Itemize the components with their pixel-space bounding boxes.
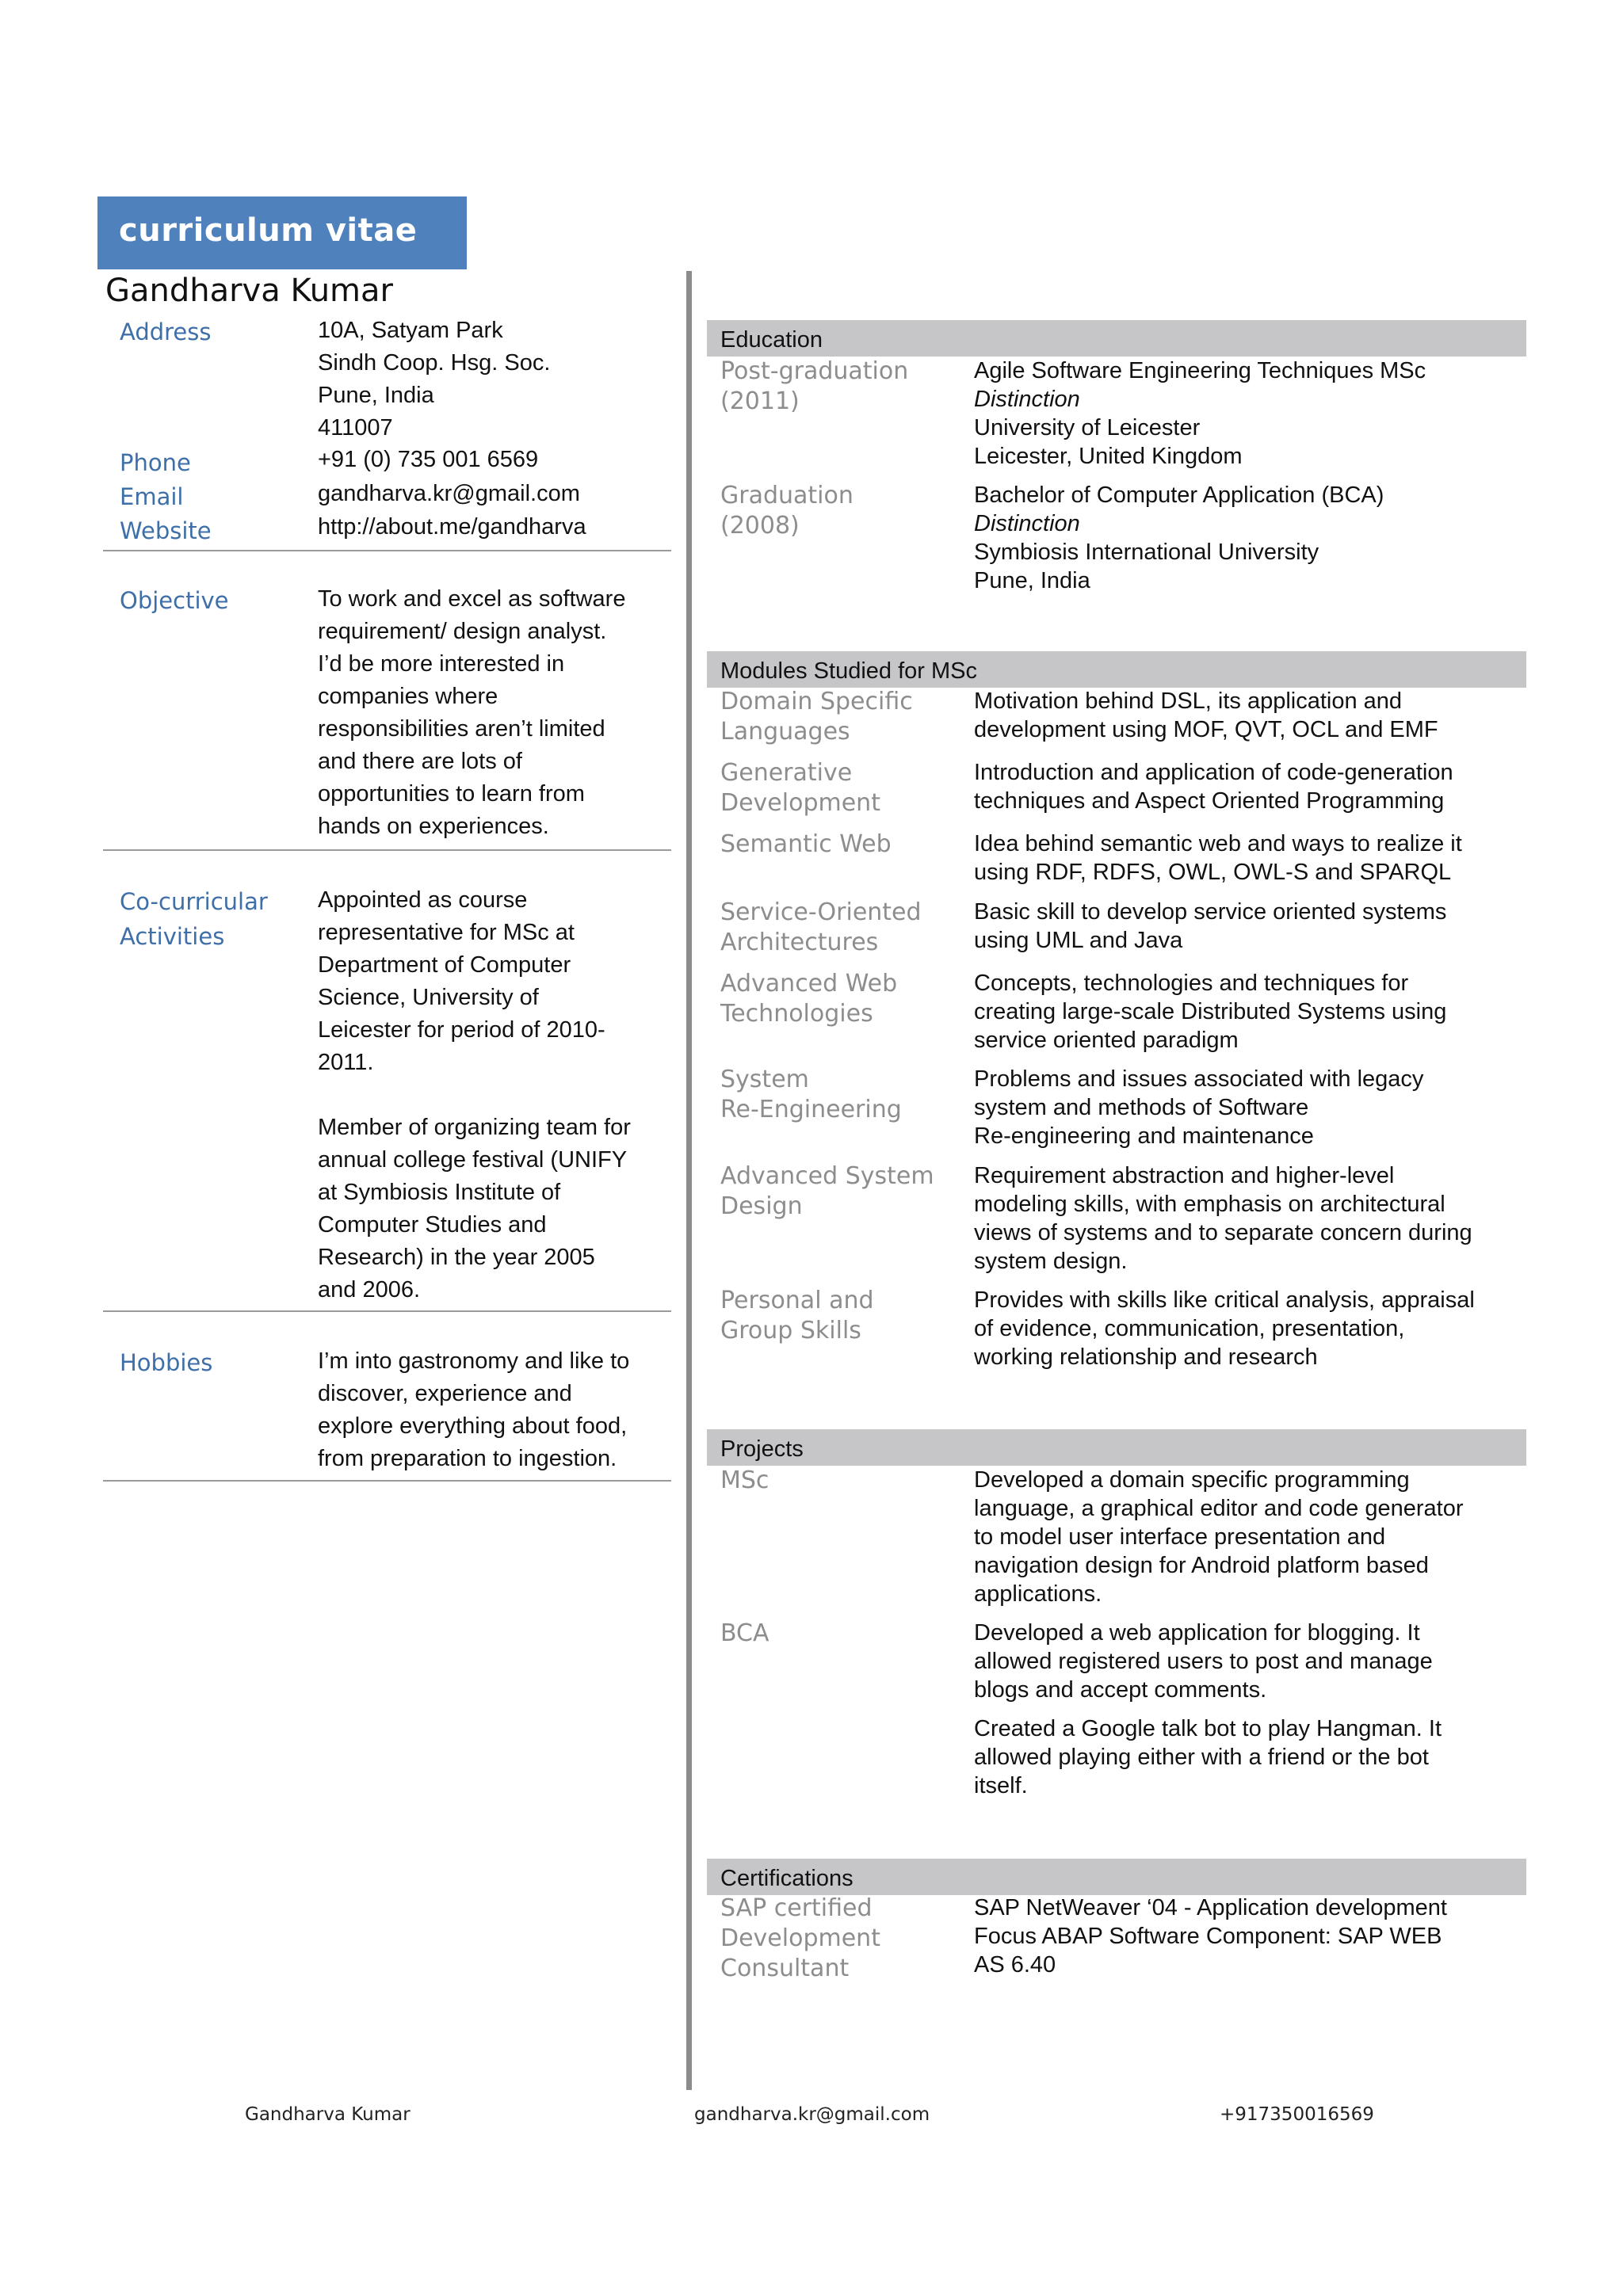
objective-line: hands on experiences.	[318, 814, 549, 839]
address-label: Address	[120, 318, 212, 345]
module-desc	[974, 758, 1529, 815]
email-value[interactable]: gandharva.kr@gmail.com	[318, 481, 580, 506]
email-label: Email	[120, 483, 184, 510]
certification-desc-line: Focus ABAP Software Component: SAP WEB	[974, 1924, 1442, 1949]
education-detail	[974, 357, 1529, 471]
education-institution: Symbiosis International University	[974, 540, 1319, 565]
module-desc	[974, 1286, 1529, 1371]
module-desc-line: system design.	[974, 1249, 1128, 1274]
module-label-line: Domain Specific	[720, 688, 913, 715]
project-desc-line: Developed a domain specific programming	[974, 1467, 1410, 1493]
projects-header	[707, 1429, 1526, 1466]
footer-name: Gandharva Kumar	[245, 2104, 411, 2125]
objective-line: opportunities to learn from	[318, 781, 585, 807]
objective-line: I’d be more interested in	[318, 651, 565, 677]
cocurricular-text	[318, 884, 666, 1306]
cocurricular-line: Leicester for period of 2010-	[318, 1017, 605, 1043]
footer-phone: +917350016569	[1220, 2104, 1374, 2125]
hobbies-line: discover, experience and	[318, 1381, 572, 1406]
certification-label	[720, 1894, 958, 1984]
address-line: 10A, Satyam Park	[318, 318, 503, 343]
module-desc-line: Re-engineering and maintenance	[974, 1123, 1314, 1149]
hobbies-line: from preparation to ingestion.	[318, 1446, 617, 1471]
module-label-line: Semantic Web	[720, 830, 892, 858]
module-desc-line: system and methods of Software	[974, 1095, 1309, 1120]
education-label-line: (2011)	[720, 387, 800, 415]
cocurricular-line: representative for MSc at	[318, 920, 575, 945]
education-degree: Bachelor of Computer Application (BCA)	[974, 482, 1384, 508]
website-value[interactable]: http://about.me/gandharva	[318, 514, 586, 540]
module-label-line: Personal and	[720, 1287, 874, 1314]
module-desc	[974, 969, 1529, 1055]
cocurricular-line: at Symbiosis Institute of	[318, 1180, 561, 1205]
objective-line: responsibilities aren’t limited	[318, 716, 605, 742]
cocurricular-line: and 2006.	[318, 1277, 421, 1302]
module-desc-line: views of systems and to separate concern during	[974, 1220, 1472, 1245]
cocurricular-line: Department of Computer	[318, 952, 571, 978]
module-desc-line: of evidence, communication, presentation,	[974, 1316, 1405, 1341]
module-label-line: Advanced System	[720, 1162, 934, 1190]
module-desc	[974, 687, 1529, 744]
address-line: 411007	[318, 415, 393, 441]
cocurricular-line: annual college festival (UNIFY	[318, 1147, 628, 1173]
cv-banner	[97, 196, 467, 269]
education-location: Pune, India	[974, 568, 1090, 593]
module-label-line: Architectures	[720, 929, 879, 956]
module-label	[720, 830, 958, 860]
objective-section	[103, 551, 671, 851]
cocurricular-label-line: Activities	[120, 923, 225, 950]
hobbies-section	[103, 1312, 671, 1482]
footer-email: gandharva.kr@gmail.com	[694, 2104, 930, 2125]
project-desc	[974, 1714, 1529, 1800]
project-desc-line: blogs and accept comments.	[974, 1677, 1267, 1703]
project-desc-line: language, a graphical editor and code generator	[974, 1496, 1464, 1521]
certification-desc-line: SAP NetWeaver ‘04 - Application development	[974, 1895, 1447, 1920]
project-desc	[974, 1466, 1529, 1608]
project-desc-line: allowed playing either with a friend or the bot	[974, 1745, 1429, 1770]
education-title: Education	[720, 327, 823, 353]
module-label	[720, 1161, 958, 1222]
module-desc-line: using RDF, RDFS, OWL, OWL-S and SPARQL	[974, 860, 1452, 885]
cocurricular-line: Computer Studies and	[318, 1212, 547, 1238]
project-desc-line: allowed registered users to post and manage	[974, 1649, 1433, 1674]
module-desc-line: Basic skill to develop service oriented systems	[974, 899, 1447, 925]
project-desc-line: to model user interface presentation and	[974, 1524, 1386, 1550]
hobbies-line: I’m into gastronomy and like to	[318, 1348, 630, 1374]
module-label	[720, 758, 958, 818]
address-line: Pune, India	[318, 383, 434, 408]
certification-desc	[974, 1894, 1529, 1979]
module-label-line: Re-Engineering	[720, 1096, 902, 1123]
objective-label: Objective	[120, 587, 229, 614]
education-header	[707, 320, 1526, 357]
certifications-title: Certifications	[720, 1866, 854, 1891]
certification-label-line: SAP certified	[720, 1894, 873, 1922]
module-label-line: Group Skills	[720, 1317, 861, 1344]
cv-banner-title: curriculum vitae	[119, 212, 418, 249]
projects-title: Projects	[720, 1436, 804, 1462]
cocurricular-label-line: Co-curricular	[120, 888, 268, 915]
module-label-line: Development	[720, 789, 880, 817]
address-value	[318, 315, 666, 444]
certification-desc-line: AS 6.40	[974, 1952, 1056, 1978]
website-label: Website	[120, 517, 212, 544]
project-desc-line: Created a Google talk bot to play Hangman. It	[974, 1716, 1442, 1741]
objective-line: requirement/ design analyst.	[318, 619, 607, 644]
cocurricular-label	[120, 884, 268, 954]
hobbies-text	[318, 1345, 666, 1475]
project-label: MSc	[720, 1466, 769, 1494]
cocurricular-line: Member of organizing team for	[318, 1115, 631, 1140]
module-label	[720, 687, 958, 747]
modules-header	[707, 651, 1526, 688]
project-desc-line: navigation design for Android platform based	[974, 1553, 1429, 1578]
hobbies-label: Hobbies	[120, 1349, 213, 1376]
column-divider	[686, 271, 692, 2090]
module-label	[720, 898, 958, 958]
module-desc-line: service oriented paradigm	[974, 1028, 1239, 1053]
education-institution: University of Leicester	[974, 415, 1201, 441]
project-label: BCA	[720, 1619, 769, 1647]
cocurricular-line: Science, University of	[318, 985, 539, 1010]
address-line: Sindh Coop. Hsg. Soc.	[318, 350, 551, 376]
module-label	[720, 969, 958, 1029]
module-label-line: Languages	[720, 718, 850, 746]
hobbies-line: explore everything about food,	[318, 1413, 628, 1439]
objective-line: and there are lots of	[318, 749, 522, 774]
education-label-line: (2008)	[720, 512, 800, 540]
module-desc-line: Motivation behind DSL, its application and	[974, 688, 1403, 714]
module-desc-line: modeling skills, with emphasis on architectural	[974, 1192, 1445, 1217]
education-label-line: Graduation	[720, 482, 854, 509]
objective-line: companies where	[318, 684, 498, 709]
cocurricular-line: 2011.	[318, 1050, 374, 1075]
education-label	[720, 481, 958, 541]
module-desc-line: techniques and Aspect Oriented Programming	[974, 788, 1445, 814]
module-label-line: Technologies	[720, 1000, 873, 1028]
module-desc	[974, 830, 1529, 887]
module-label-line: Service-Oriented	[720, 898, 922, 926]
certifications-header	[707, 1859, 1526, 1895]
certification-label-line: Development	[720, 1924, 880, 1952]
education-detail	[974, 481, 1529, 595]
module-label-line: Design	[720, 1192, 803, 1220]
module-desc	[974, 898, 1529, 955]
module-desc	[974, 1065, 1529, 1150]
module-desc-line: using UML and Java	[974, 928, 1183, 953]
module-desc-line: creating large-scale Distributed Systems using	[974, 999, 1447, 1024]
project-desc-line: applications.	[974, 1581, 1102, 1607]
module-desc-line: Idea behind semantic web and ways to realize it	[974, 831, 1462, 856]
module-desc-line: Provides with skills like critical analysis, appraisal	[974, 1287, 1475, 1313]
project-desc-line: Developed a web application for blogging. It	[974, 1620, 1420, 1646]
certification-label-line: Consultant	[720, 1955, 850, 1982]
module-label	[720, 1286, 958, 1346]
education-degree: Agile Software Engineering Techniques MSc	[974, 358, 1426, 383]
module-desc-line: working relationship and research	[974, 1344, 1318, 1370]
objective-text	[318, 583, 666, 843]
module-label-line: Advanced Web	[720, 970, 898, 997]
education-label	[720, 357, 958, 417]
project-desc	[974, 1619, 1529, 1704]
project-desc-line: itself.	[974, 1773, 1028, 1798]
module-desc-line: Problems and issues associated with legacy	[974, 1066, 1424, 1092]
module-label	[720, 1065, 958, 1125]
objective-line: To work and excel as software	[318, 586, 626, 612]
module-desc-line: Introduction and application of code-generation	[974, 760, 1453, 785]
modules-title: Modules Studied for MSc	[720, 658, 977, 684]
module-desc-line: development using MOF, QVT, OCL and EMF	[974, 717, 1438, 742]
phone-label: Phone	[120, 449, 191, 476]
cocurricular-line: Research) in the year 2005	[318, 1245, 595, 1270]
education-location: Leicester, United Kingdom	[974, 444, 1243, 469]
education-label-line: Post-graduation	[720, 357, 909, 385]
candidate-name: Gandharva Kumar	[105, 273, 393, 309]
cocurricular-section	[103, 851, 671, 1312]
phone-value: +91 (0) 735 001 6569	[318, 447, 539, 472]
education-grade: Distinction	[974, 387, 1080, 412]
module-desc	[974, 1161, 1529, 1276]
module-desc-line: Concepts, technologies and techniques for	[974, 971, 1409, 996]
education-grade: Distinction	[974, 511, 1080, 536]
module-desc-line: Requirement abstraction and higher-level	[974, 1163, 1395, 1188]
module-label-line: Generative	[720, 759, 853, 787]
contact-section	[103, 311, 671, 551]
cocurricular-line: Appointed as course	[318, 887, 528, 913]
module-label-line: System	[720, 1066, 809, 1093]
